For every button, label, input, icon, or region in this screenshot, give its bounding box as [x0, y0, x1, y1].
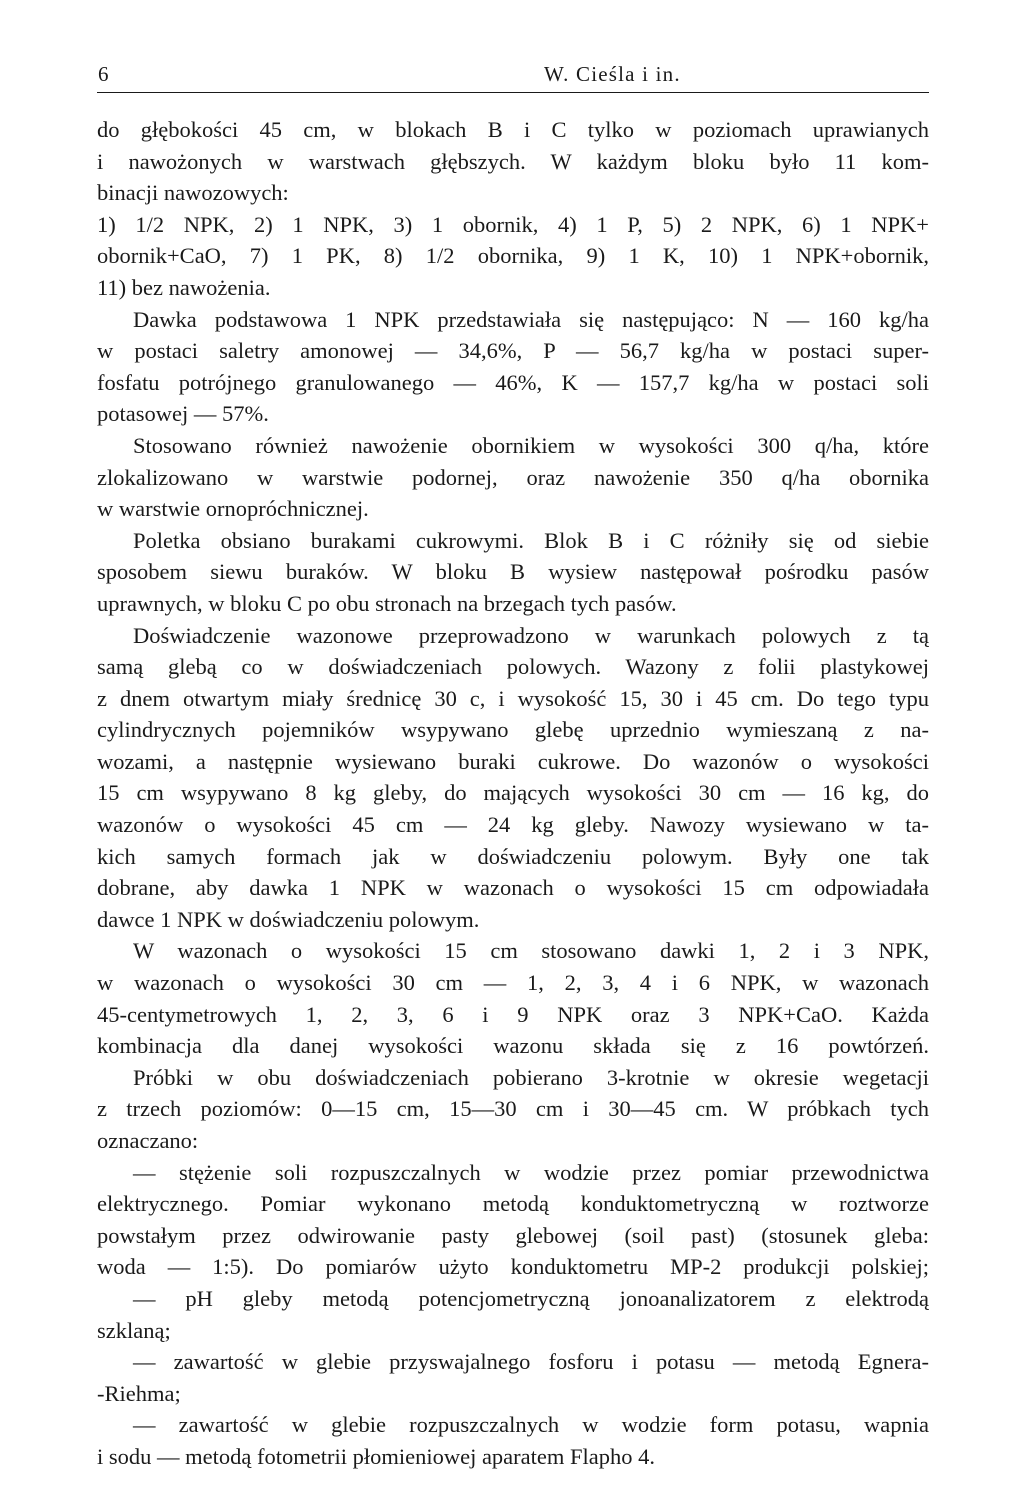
text-line: dawce 1 NPK w doświadczeniu polowym. — [97, 906, 480, 932]
text-line: szklaną; — [97, 1317, 171, 1343]
text-line: z dnem otwartym miały średnicę 30 c, i wysokość 15, 30 i 45 cm. Do tego typu — [97, 685, 929, 711]
text-line: 1) 1/2 NPK, 2) 1 NPK, 3) 1 obornik, 4) 1 P, 5) 2 NPK, 6) 1 NPK+ — [97, 211, 929, 237]
text-line: z trzech poziomów: 0—15 cm, 15—30 cm i 30—45 cm. W próbkach tych — [97, 1096, 929, 1122]
text-line: kombinacja dla danej wysokości wazonu składa się z 16 powtórzeń. — [97, 1033, 929, 1059]
text-line: 11) bez nawożenia. — [97, 274, 271, 300]
text-line: wozami, a następnie wysiewano buraki cukrowe. Do wazonów o wysokości — [97, 748, 929, 774]
text-line: i sodu — metodą fotometrii płomieniowej aparatem Flapho 4. — [97, 1443, 656, 1469]
text-line: do głębokości 45 cm, w blokach B i C tylko w poziomach uprawianych — [97, 117, 929, 142]
text-line: dobrane, aby dawka 1 NPK w wazonach o wysokości 15 cm odpowiadała — [97, 875, 929, 901]
page-number: 6 — [98, 62, 110, 86]
text-line: kich samych formach jak w doświadczeniu polowym. Były one tak — [97, 843, 929, 869]
text-line: woda — 1:5). Do pomiarów użyto konduktometru MP-2 produkcji polskiej; — [97, 1254, 929, 1280]
text-line: cylindrycznych pojemników wsypywano glebę uprzednio wymieszaną z na- — [97, 717, 929, 743]
text-line: wazonów o wysokości 45 cm — 24 kg gleby. Nawozy wysiewano w ta- — [97, 812, 929, 838]
text-line: potasowej — 57%. — [97, 401, 269, 427]
text-line: — pH gleby metodą potencjometryczną jonoanalizatorem z elektrodą — [133, 1285, 929, 1311]
page-header — [97, 62, 929, 93]
text-line: Doświadczenie wazonowe przeprowadzono w warunkach polowych z tą — [133, 622, 929, 648]
text-line: -Riehma; — [97, 1380, 181, 1406]
running-head: W. Cieśla i in. — [544, 62, 681, 86]
text-line: 15 cm wsypywano 8 kg gleby, do mających wysokości 30 cm — 16 kg, do — [97, 780, 929, 806]
text-line: w postaci saletry amonowej — 34,6%, P — 56,7 kg/ha w postaci super- — [97, 338, 929, 364]
text-line: powstałym przez odwirowanie pasty glebowej (soil past) (stosunek gleba: — [97, 1222, 929, 1248]
text-line: Próbki w obu doświadczeniach pobierano 3-krotnie w okresie wegetacji — [133, 1064, 929, 1090]
text-line: 45-centymetrowych 1, 2, 3, 6 i 9 NPK oraz 3 NPK+CaO. Każda — [97, 1001, 929, 1027]
text-line: W wazonach o wysokości 15 cm stosowano dawki 1, 2 i 3 NPK, — [133, 938, 929, 964]
text-line: zlokalizowano w warstwie podornej, oraz nawożenie 350 q/ha obornika — [97, 464, 929, 490]
text-line: oznaczano: — [97, 1128, 199, 1153]
text-line: Poletka obsiano burakami cukrowymi. Blok B i C różniły się od siebie — [133, 527, 929, 553]
text-line: i nawożonych w warstwach głębszych. W każdym bloku było 11 kom- — [97, 148, 929, 174]
text-line: — zawartość w glebie przyswajalnego fosforu i potasu — metodą Egnera- — [133, 1349, 929, 1375]
text-line: — stężenie soli rozpuszczalnych w wodzie przez pomiar przewodnictwa — [133, 1159, 929, 1185]
text-line: — zawartość w glebie rozpuszczalnych w wodzie form potasu, wapnia — [133, 1412, 929, 1438]
text-line: w warstwie ornopróchnicznej. — [97, 496, 369, 522]
text-line: sposobem siewu buraków. W bloku B wysiew następował pośrodku pasów — [97, 559, 929, 585]
text-line: w wazonach o wysokości 30 cm — 1, 2, 3, 4 i 6 NPK, w wazonach — [97, 970, 929, 996]
text-line: Stosowano również nawożenie obornikiem w wysokości 300 q/ha, które — [133, 432, 929, 458]
text-line: obornik+CaO, 7) 1 PK, 8) 1/2 obornika, 9) 1 K, 10) 1 NPK+obornik, — [97, 243, 929, 269]
text-line: fosfatu potrójnego granulowanego — 46%, K — 157,7 kg/ha w postaci soli — [97, 369, 929, 395]
body-text — [97, 114, 929, 1473]
text-line: elektrycznego. Pomiar wykonano metodą konduktometryczną w roztworze — [97, 1191, 929, 1217]
text-line: samą glebą co w doświadczeniach polowych. Wazony z folii plastykowej — [97, 654, 929, 680]
text-line: binacji nawozowych: — [97, 180, 289, 206]
text-line: uprawnych, w bloku C po obu stronach na brzegach tych pasów. — [97, 590, 677, 616]
text-line: Dawka podstawowa 1 NPK przedstawiała się następująco: N — 160 kg/ha — [133, 306, 929, 332]
